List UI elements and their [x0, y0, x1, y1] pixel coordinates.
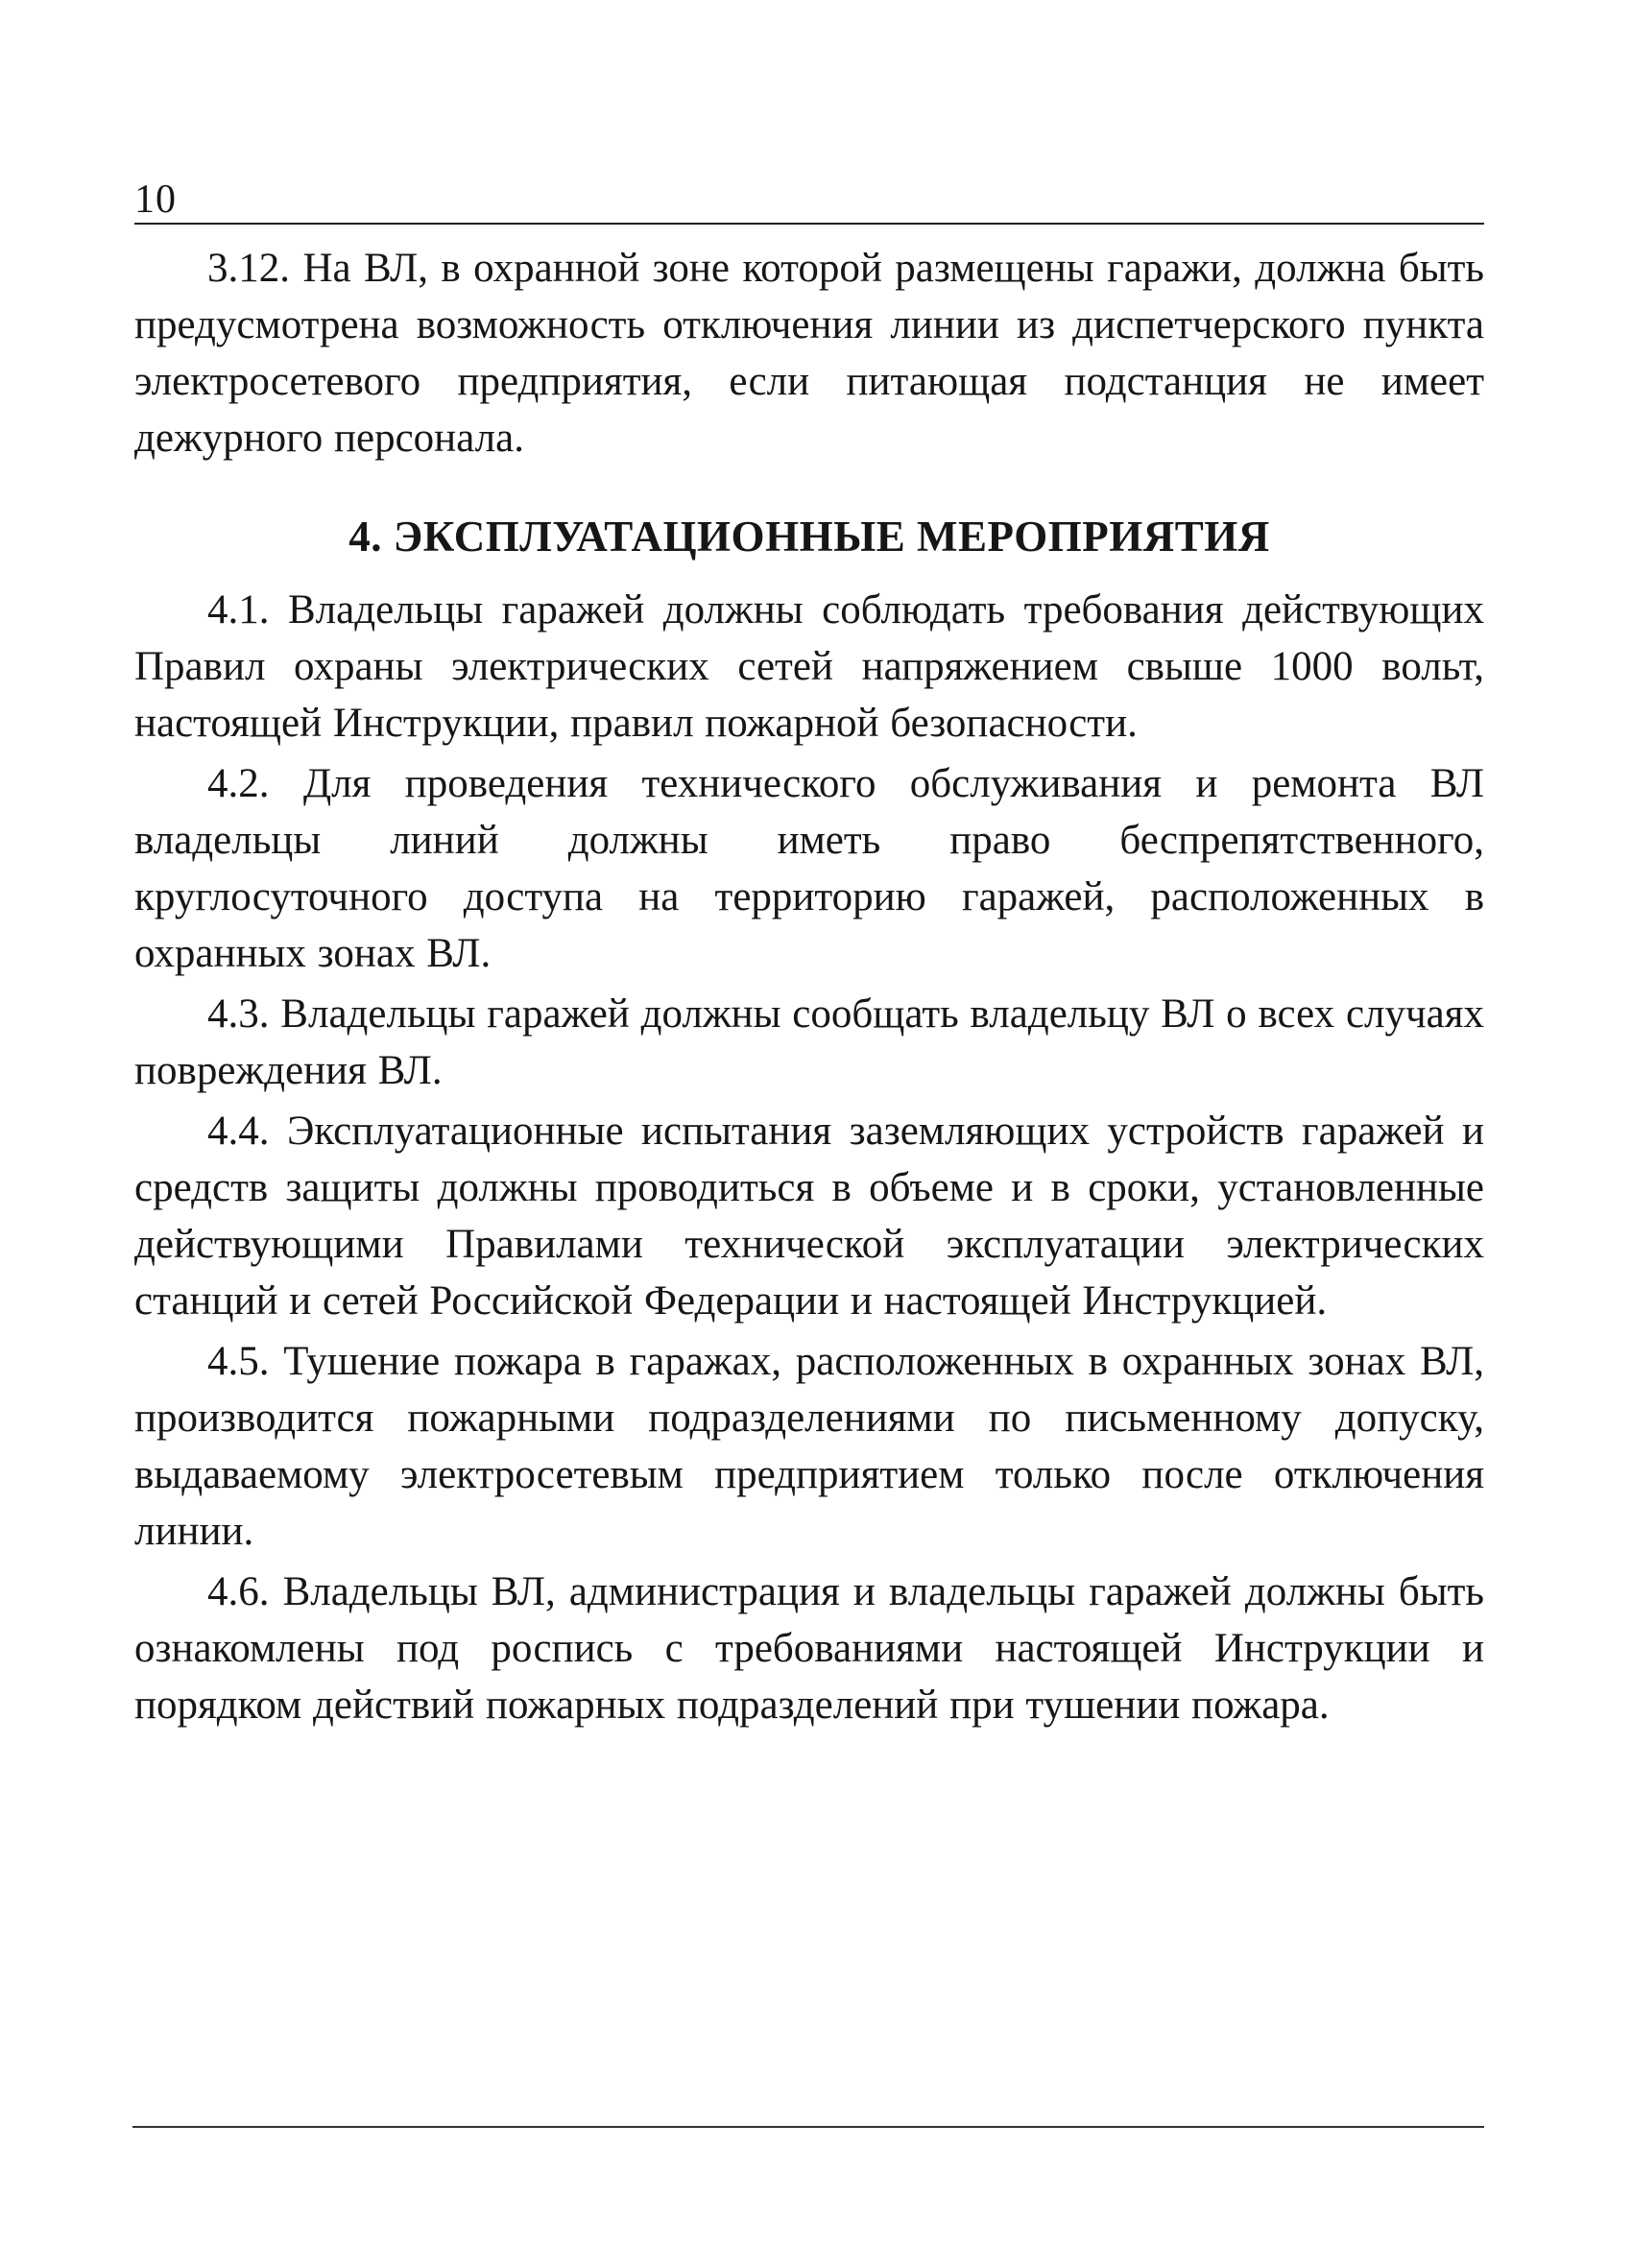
page-number: 10	[134, 178, 177, 222]
paragraph-4-3: 4.3. Владельцы гаражей должны сообщать владельцу ВЛ о всех случаях повреждения ВЛ.	[134, 991, 1484, 1093]
paragraph-3-12: 3.12. На ВЛ, в охранной зоне которой размещены гаражи, должна быть предусмотрена возможность отключения линии из диспетчерского пункта электросетевого предприятия, если питающая подстанция не имеет дежурного персонала.	[134, 246, 1484, 461]
paragraph-4-4: 4.4. Эксплуатационные испытания заземляющих устройств гаражей и средств защиты должны проводиться в объеме и в сроки, установленные действующими Правилами технической эксплуатации электрических станций и сетей Российской Федерации и настоящей Инструкцией.	[134, 1109, 1484, 1324]
footer-rule	[132, 2126, 1484, 2128]
document-body	[134, 240, 1484, 1733]
paragraph-4-6: 4.6. Владельцы ВЛ, администрация и владельцы гаражей должны быть ознакомлены под роспись с требованиями настоящей Инструкции и порядком действий пожарных подразделений при тушении пожара.	[134, 1569, 1484, 1728]
paragraph-4-2: 4.2. Для проведения технического обслуживания и ремонта ВЛ владельцы линий должны иметь право беспрепятственного, круглосуточного доступа на территорию гаражей, расположенных в охранных зонах ВЛ.	[134, 761, 1484, 976]
section-heading: 4. ЭКСПЛУАТАЦИОННЫЕ МЕРОПРИЯТИЯ	[348, 513, 1270, 561]
paragraph-4-1: 4.1. Владельцы гаражей должны соблюдать требования действующих Правил охраны электрических сетей напряжением свыше 1000 вольт, настоящей Инструкции, правил пожарной безопасности.	[134, 587, 1484, 746]
header-rule	[134, 223, 1484, 225]
paragraph-4-5: 4.5. Тушение пожара в гаражах, расположенных в охранных зонах ВЛ, производится пожарными подразделениями по письменному допуску, выдаваемому электросетевым предприятием только после отключения линии.	[134, 1339, 1484, 1554]
